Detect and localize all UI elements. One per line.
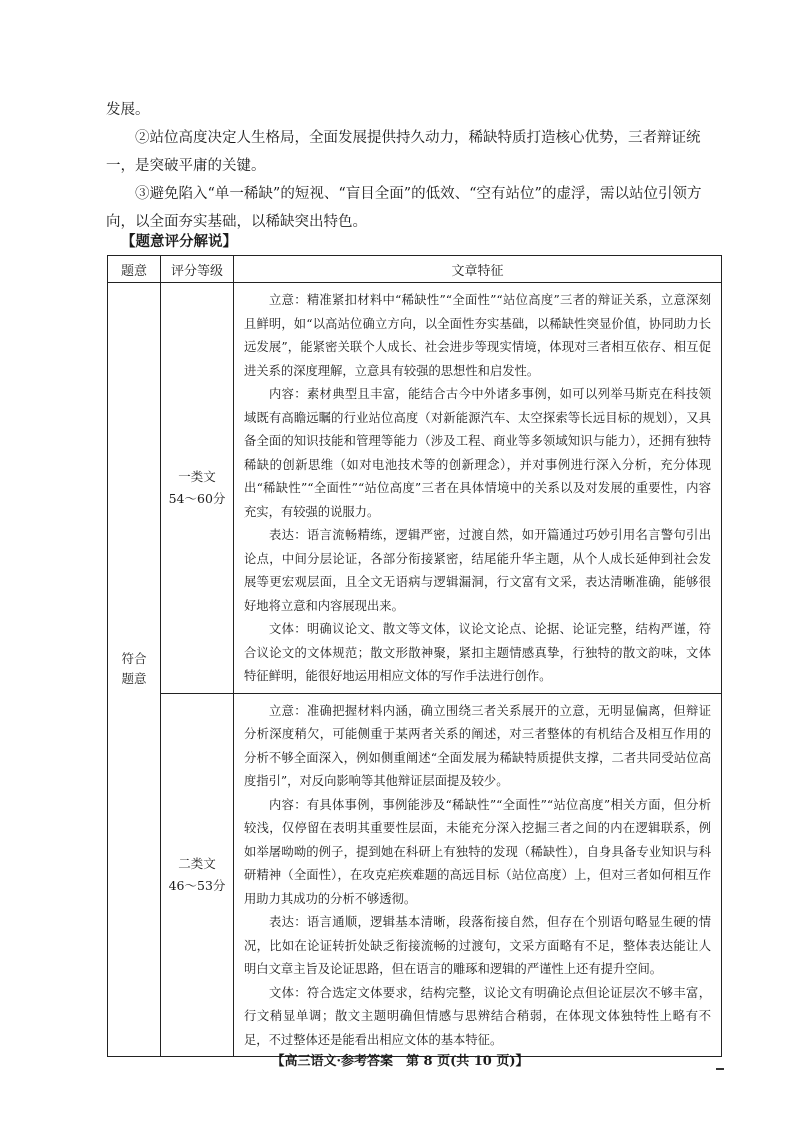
grade-score: 46～53分 (168, 877, 226, 893)
intro-point-3: ③避免陷入“单一稀缺”的短视、“盲目全面”的低效、“空有站位”的虚浮，需以站位引领方向，以全面夯实基础，以稀缺突出特色。 (106, 186, 702, 230)
feature-paragraph: 文体：符合选定文体要求，结构完整，议论文有明确论点但论证层次不够丰富，行文稍显单调；散文主题明确但情感与思辨结合稍弱，在体现文体独特性上略有不足，不过整体还是能看出相应文体的基本特征。 (244, 985, 711, 1047)
header-topic: 题意 (108, 256, 161, 283)
header-features: 文章特征 (234, 256, 722, 283)
feature-paragraph: 内容：有具体事例，事例能涉及“稀缺性”“全面性”“站位高度”相关方面，但分析较浅，仅停留在表明其重要性层面，未能充分深入挖掘三者之间的内在逻辑联系，例如举屠呦呦的例子，提到她在科研上有独特的发现（稀缺性），自身具备专业知识与科研精神（全面性），在攻克疟疾难题的高远目标（站位高度）上，但对三者如何相互作用助力其成功的分析不够透彻。 (244, 797, 711, 906)
grade-cell (161, 283, 234, 694)
intro-text (106, 96, 726, 236)
topic-label: 符合题意 (121, 651, 147, 686)
scoring-table (107, 255, 722, 1057)
section-title: 【题意评分解说】 (121, 233, 237, 250)
feature-paragraph: 表达：语言通顺，逻辑基本清晰，段落衔接自然，但存在个别语句略显生硬的情况，比如在论证转折处缺乏衔接流畅的过渡句，文采方面略有不足，整体表达能让人明白文章主旨及论证思路，但在语言的雕琢和逻辑的严谨性上还有提升空间。 (244, 915, 711, 976)
feature-paragraph: 立意：准确把握材料内涵，确立围绕三者关系展开的立意，无明显偏离，但辩证分析深度稍欠，可能侧重于某两者关系的阐述，对三者整体的有机结合及相互作用的分析不够全面深入，例如侧重阐述“全面发展为稀缺特质提供支撑，二者共同受站位高度指引”，对反向影响等其他辩证层面提及较少。 (244, 703, 711, 788)
table-header-row (108, 256, 722, 283)
grade-label: 一类文 (178, 468, 216, 484)
feature-paragraph: 文体：明确议论文、散文等文体，议论文论点、论据、论证完整，结构严谨，符合议论文的文体规范；散文形散神聚，紧扣主题情感真挚，行独特的散文韵味，文体特征鲜明，能很好地运用相应文体的写作手法进行创作。 (244, 622, 711, 683)
header-grade: 评分等级 (161, 256, 234, 283)
feature-paragraph: 表达：语言流畅精练，逻辑严密，过渡自然，如开篇通过巧妙引用名言警句引出论点，中间分层论证，各部分衔接紧密，结尾能升华主题，从个人成长延伸到社会发展等更宏观层面，且全文无语病与逻辑漏洞，行文富有文采，表达清晰准确，能够很好地将立意和内容展现出来。 (244, 528, 711, 613)
grade-cell (161, 693, 234, 1057)
features-cell (234, 283, 722, 694)
feature-paragraph: 内容：素材典型且丰富，能结合古今中外诸多事例，如可以列举马斯克在科技领域既有高瞻远瞩的行业站位高度（对新能源汽车、太空探索等长远目标的规划），又具备全面的知识技能和管理等能力（涉及工程、商业等多领域知识与能力），还拥有独特稀缺的创新思维（如对电池技术等的创新理念），并对事例进行深入分析，充分体现出“稀缺性”“全面性”“站位高度”三者在具体情境中的关系以及对发展的重要性，内容充实，有较强的说服力。 (244, 387, 711, 519)
scan-mark (716, 1068, 724, 1070)
page-footer: 【高三语文·参考答案 第 8 页(共 10 页)】 (271, 1054, 529, 1069)
intro-point-2: ②站位高度决定人生格局，全面发展提供持久动力，稀缺特质打造核心优势，三者辩证统一，是突破平庸的关键。 (106, 130, 701, 174)
intro-line-0: 发展。 (106, 102, 150, 118)
feature-paragraph: 立意：精准紧扣材料中“稀缺性”“全面性”“站位高度”三者的辩证关系，立意深刻且鲜明，如“以高站位确立方向，以全面性夯实基础，以稀缺性突显价值，协同助力长远发展”，能紧密关联个人成长、社会进步等现实情境，体现对三者相互依存、相互促进关系的深度理解，立意具有较强的思想性和启发性。 (244, 293, 711, 378)
table-row (108, 693, 722, 1057)
topic-cell (108, 283, 161, 1057)
grade-score: 54～60分 (168, 490, 226, 506)
table-row (108, 283, 722, 694)
features-cell (234, 693, 722, 1057)
grade-label: 二类文 (178, 855, 216, 871)
